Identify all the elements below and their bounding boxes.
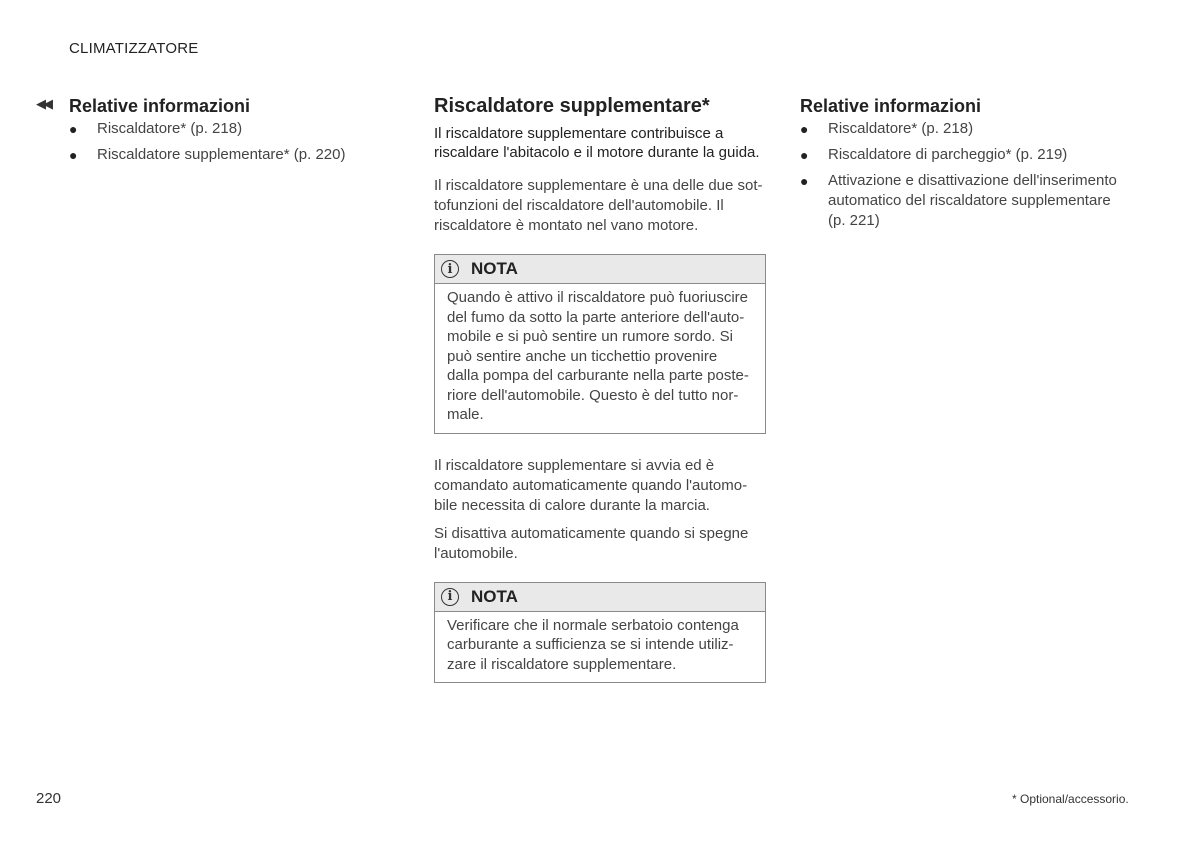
related-info-list xyxy=(800,119,1130,231)
note-box xyxy=(434,254,766,434)
list-item[interactable] xyxy=(800,171,1130,231)
note-header xyxy=(435,255,765,284)
paragraph: Si disattiva automaticamente quando si spegne l'automobile. xyxy=(434,524,749,562)
info-icon: i xyxy=(441,260,459,278)
link-text[interactable]: Riscaldatore supplementare* (p. 220) xyxy=(97,146,346,163)
bullet-icon: ● xyxy=(800,173,809,189)
list-item[interactable] xyxy=(800,119,1130,139)
link-text[interactable]: Attivazione e disattivazione dell'inserimento automatico del riscaldatore supplementare (p. 221) xyxy=(828,172,1117,229)
note-body: Verificare che il normale serbatoio contenga carburante a sufficienza se si intende utiliz-zare il riscaldatore supplementare. xyxy=(447,616,739,673)
bullet-icon: ● xyxy=(69,147,78,163)
link-text[interactable]: Riscaldatore* (p. 218) xyxy=(97,120,243,137)
related-info-title: Relative informazioni xyxy=(69,96,251,116)
link-text[interactable]: Riscaldatore* (p. 218) xyxy=(828,120,974,137)
related-info-left xyxy=(69,95,369,171)
note-title: NOTA xyxy=(471,259,518,278)
bullet-icon: ● xyxy=(800,121,809,137)
paragraph: Il riscaldatore supplementare si avvia ed è comandato automaticamente quando l'automo-bile necessita di calore durante la marcia. xyxy=(434,456,748,514)
list-item[interactable] xyxy=(69,145,369,165)
section-header: CLIMATIZZATORE xyxy=(69,40,199,57)
page-number: 220 xyxy=(36,790,62,807)
note-header xyxy=(435,583,765,612)
bullet-icon: ● xyxy=(800,147,809,163)
paragraph: Il riscaldatore supplementare è una delle due sot-tofunzioni del riscaldatore dell'automobile. Il riscaldatore è montato nel vano motore. xyxy=(434,177,763,234)
list-item[interactable] xyxy=(800,145,1130,165)
double-chevron-left-icon: ◀◀ xyxy=(36,96,50,111)
info-icon: i xyxy=(441,588,459,606)
article-title: Riscaldatore supplementare* xyxy=(434,95,710,117)
related-info-title: Relative informazioni xyxy=(800,96,982,116)
article-intro: Il riscaldatore supplementare contribuisce a riscaldare l'abitacolo e il motore durante la guida. xyxy=(434,125,760,161)
related-info-right xyxy=(800,95,1130,237)
note-body: Quando è attivo il riscaldatore può fuoriuscire del fumo da sotto la parte anteriore dell'auto-mobile e si può sentire un rumore sordo. Si può sentire anche un ticchettio provenire dalla pompa del carburante nella parte poste-riore dell'automobile. Questo è del tutto nor-male. xyxy=(447,289,749,423)
note-title: NOTA xyxy=(471,586,518,606)
note-box xyxy=(434,582,766,684)
main-article xyxy=(434,94,766,705)
footnote: * Optional/accessorio. xyxy=(1012,792,1129,806)
related-info-list xyxy=(69,119,369,165)
link-text[interactable]: Riscaldatore di parcheggio* (p. 219) xyxy=(828,146,1068,163)
bullet-icon: ● xyxy=(69,121,78,137)
list-item[interactable] xyxy=(69,119,369,139)
